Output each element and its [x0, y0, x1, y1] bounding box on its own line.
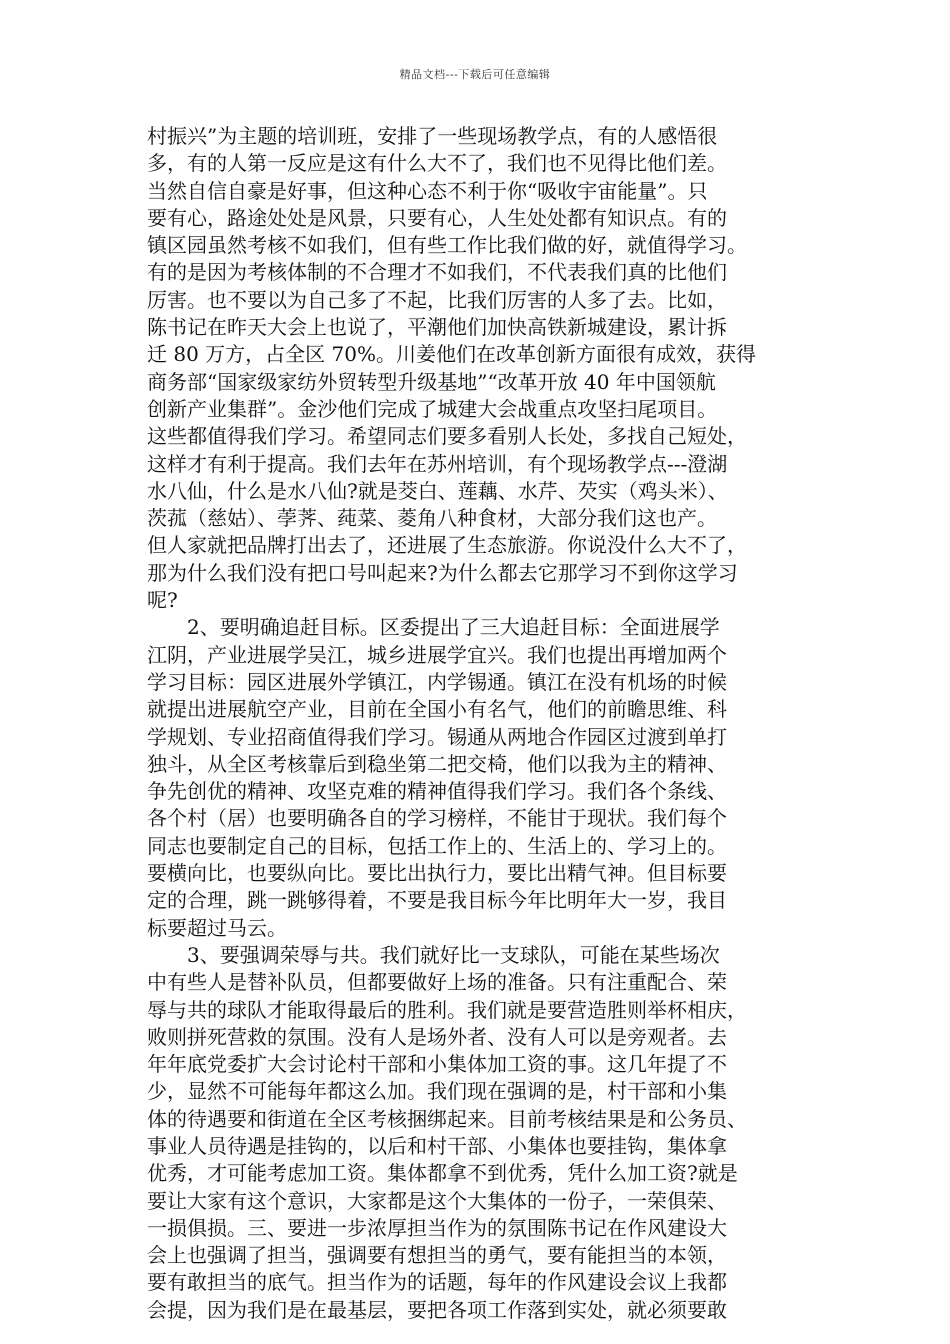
text-line: 镇区园虽然考核不如我们，但有些工作比我们做的好，就值得学习。	[147, 233, 747, 258]
text-line: 优秀，才可能考虑加工资。集体都拿不到优秀，凭什么加工资?就是	[147, 1161, 738, 1186]
text-line: 要有心，路途处处是风景，只要有心，人生处处都有知识点。有的	[147, 205, 727, 230]
text-line: 创新产业集群”。金沙他们完成了城建大会战重点攻坚扫尾项目。	[147, 396, 718, 421]
text-line: 村振兴”为主题的培训班，安排了一些现场教学点，有的人感悟很	[147, 124, 718, 148]
text-line: 迁 80 万方，占全区 70%。川姜他们在改革创新方面很有成效，获得	[147, 342, 756, 367]
text-line: 定的合理，跳一跳够得着，不要是我目标今年比明年大一岁，我目	[147, 888, 727, 913]
text-line: 但人家就把品牌打出去了，还进展了生态旅游。你说没什么大不了，	[147, 533, 747, 558]
text-line: 那为什么我们没有把口号叫起来?为什么都去它那学习不到你这学习	[147, 560, 738, 585]
text-line: 败则拼死营救的氛围。没有人是场外者、没有人可以是旁观者。去	[147, 1024, 727, 1049]
text-line: 呢?	[147, 588, 178, 613]
text-line: 事业人员待遇是挂钩的，以后和村干部、小集体也要挂钩，集体拿	[147, 1133, 727, 1158]
text-line: 辱与共的球队才能取得最后的胜利。我们就是要营造胜则举杯相庆，	[147, 997, 747, 1022]
text-line: 这样才有利于提高。我们去年在苏州培训，有个现场教学点---澄湖	[147, 451, 728, 476]
text-line: 同志也要制定自己的目标，包括工作上的、生活上的、学习上的。	[147, 833, 727, 858]
text-line: 要横向比，也要纵向比。要比出执行力，要比出精气神。但目标要	[147, 861, 727, 886]
text-line: 这些都值得我们学习。希望同志们要多看别人长处，多找自己短处，	[147, 424, 747, 449]
text-line: 有的是因为考核体制的不合理才不如我们，不代表我们真的比他们	[147, 260, 727, 285]
text-line: 厉害。也不要以为自己多了不起，比我们厉害的人多了去。比如，	[147, 287, 727, 312]
text-line: 要让大家有这个意识，大家都是这个大集体的一份子，一荣俱荣、	[147, 1188, 727, 1213]
text-line: 会提，因为我们是在最基层，要把各项工作落到实处，就必须要敢	[147, 1297, 727, 1322]
text-line: 争先创优的精神、攻坚克难的精神值得我们学习。我们各个条线、	[147, 779, 727, 804]
page-header: 精品文档---下载后可任意编辑	[399, 68, 551, 81]
text-line: 江阴，产业进展学吴江，城乡进展学宜兴。我们也提出再增加两个	[147, 642, 727, 667]
text-line: 少，显然不可能每年都这么加。我们现在强调的是，村干部和小集	[147, 1079, 727, 1104]
text-line: 独斗，从全区考核靠后到稳坐第二把交椅，他们以我为主的精神、	[147, 751, 727, 776]
text-line: 2、要明确追赶目标。区委提出了三大追赶目标：全面进展学	[147, 615, 720, 640]
text-line: 要有敢担当的底气。担当作为的话题，每年的作风建设会议上我都	[147, 1270, 727, 1295]
text-line: 年年底党委扩大会讨论村干部和小集体加工资的事。这几年提了不	[147, 1052, 727, 1077]
text-line: 陈书记在昨天大会上也说了，平潮他们加快高铁新城建设，累计拆	[147, 315, 727, 340]
text-line: 商务部“国家级家纺外贸转型升级基地”“改革开放 40 年中国领航	[147, 369, 716, 394]
text-line: 会上也强调了担当，强调要有想担当的勇气，要有能担当的本领，	[147, 1243, 727, 1268]
text-line: 一损俱损。三、要进一步浓厚担当作为的氛围陈书记在作风建设大	[147, 1215, 727, 1240]
text-line: 多，有的人第一反应是这有什么大不了，我们也不见得比他们差。	[147, 151, 727, 176]
text-line: 就提出进展航空产业，目前在全国小有名气，他们的前瞻思维、科	[147, 697, 727, 722]
body-text	[147, 123, 821, 1324]
text-line: 茨菰（慈姑）、荸荠、莼菜、菱角八种食材，大部分我们这也产。	[147, 506, 717, 531]
text-line: 3、要强调荣辱与共。我们就好比一支球队，可能在某些场次	[147, 942, 720, 967]
text-line: 当然自信自豪是好事，但这种心态不利于你“吸收宇宙能量”。只	[147, 178, 708, 203]
text-line: 学规划、专业招商值得我们学习。锡通从两地合作园区过渡到单打	[147, 724, 727, 749]
text-line: 标要超过马云。	[147, 915, 287, 940]
text-line: 各个村（居）也要明确各自的学习榜样，不能甘于现状。我们每个	[147, 806, 727, 831]
text-line: 学习目标：园区进展外学镇江，内学锡通。镇江在没有机场的时候	[147, 669, 727, 694]
text-line: 中有些人是替补队员，但都要做好上场的准备。只有注重配合、荣	[147, 970, 727, 995]
text-line: 体的待遇要和街道在全区考核捆绑起来。目前考核结果是和公务员、	[147, 1106, 747, 1131]
text-line: 水八仙，什么是水八仙?就是茭白、莲藕、水芹、芡实（鸡头米）、	[147, 478, 728, 503]
